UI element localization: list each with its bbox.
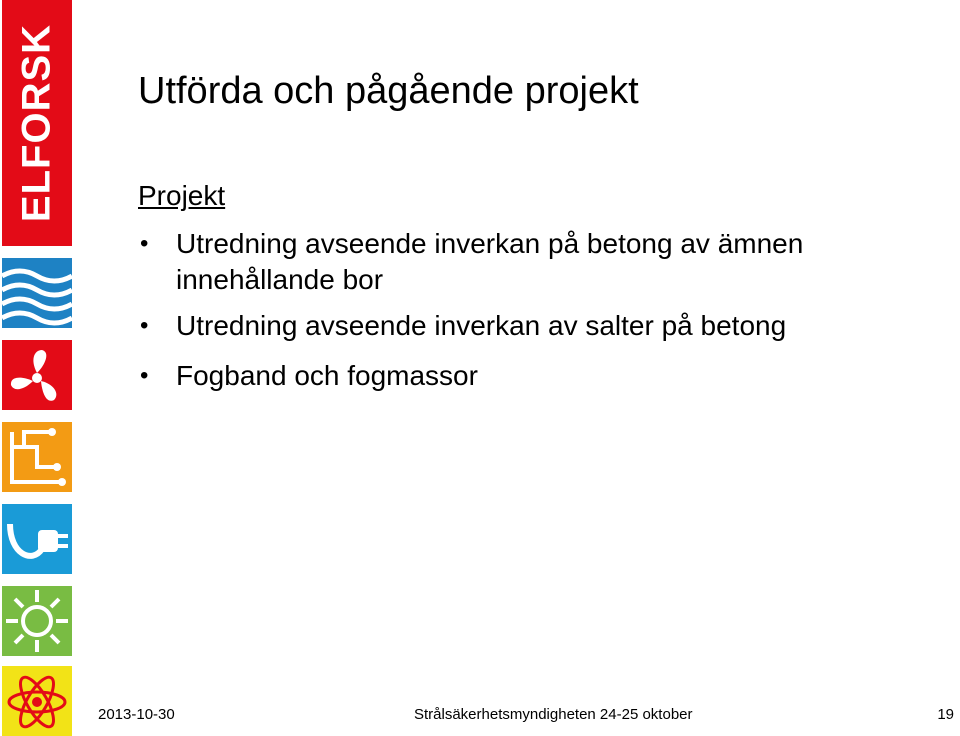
page-number: 19: [937, 706, 954, 723]
waves-icon: [2, 258, 72, 328]
circuit-icon: [2, 422, 72, 492]
list-item: [138, 358, 938, 394]
fan-icon: [2, 340, 72, 410]
elforsk-logo-text: ELFORSK: [14, 23, 59, 223]
list-item: [138, 308, 938, 344]
list-item-text: Fogband och fogmassor: [176, 360, 478, 391]
bullet-list: [138, 226, 938, 408]
plug-icon: [2, 504, 72, 574]
bullet-icon: •: [140, 312, 149, 339]
section-heading: Projekt: [138, 180, 226, 211]
atom-icon: [2, 666, 72, 736]
bullet-icon: •: [140, 362, 149, 389]
slide-title: Utförda och pågående projekt: [138, 70, 639, 112]
sidebar: [0, 0, 74, 736]
list-item-text: Utredning avseende inverkan av salter på betong: [176, 310, 787, 341]
footer-date: 2013-10-30: [98, 706, 175, 723]
elforsk-logo-tile: [2, 0, 72, 246]
footer-organization: Strålsäkerhetsmyndigheten 24-25 oktober: [414, 706, 693, 723]
list-item-text: Utredning avseende inverkan på betong av ämnen innehållande bor: [176, 228, 804, 295]
list-item: [138, 226, 916, 298]
bullet-icon: •: [140, 230, 149, 257]
sun-icon: [2, 586, 72, 656]
